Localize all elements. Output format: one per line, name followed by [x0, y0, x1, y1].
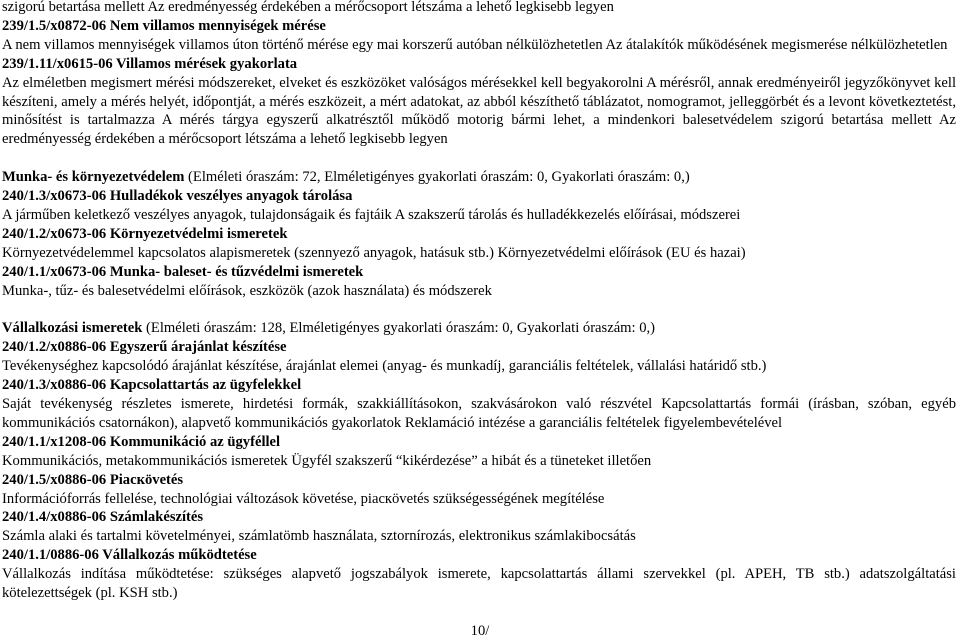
subject-hours-env: (Elméleti óraszám: 72, Elméletigényes gyakorlati óraszám: 0, Gyakorlati óraszám: 0,)	[188, 169, 690, 186]
module-heading: 240/1.4/x0886-06 Számlakészítés	[2, 509, 204, 526]
module-text: Kommunikációs, metakommunikációs ismeretek Ügyfél szakszerű “kikérdezése” a hibát és a tüneteket illetően	[2, 452, 652, 469]
module-heading: 240/1.2/x0673-06 Környezetvédelmi ismeretek	[2, 225, 288, 242]
page-number: 10/	[470, 623, 490, 639]
module-text: Saját tevékenység részletes ismerete, hirdetési formák, szakkiállításokon, szakvásárokon való részvétel Kapcsolattartás formái (írásban, szóban, egyéb kommunikációs csatornákon), alapvető kommunikációs gyakorlatok Reklamáció intézése a garanciális feltételek figyelembevételével	[2, 396, 956, 431]
module-text: Tevékenységhez kapcsolódó árajánlat készítése, árajánlat elemei (anyag- és munkadíj, garanciális feltételek, vállalási határidő stb.)	[2, 358, 767, 375]
module-heading: 240/1.3/x0886-06 Kapcsolattartás az ügyfelekkel	[2, 377, 302, 394]
module-heading: 240/1.1/x1208-06 Kommunikáció az ügyféllel	[2, 433, 281, 450]
document-page	[2, 0, 956, 603]
module-heading: 240/1.1/0886-06 Vállalkozás működtetése	[2, 547, 257, 564]
module-text-nonelectric: A nem villamos mennyiségek villamos úton történő mérése egy mai korszerű autóban nélkülözhetetlen Az átalakítók működésének megismerése nélkülözhetetlen	[2, 36, 948, 53]
subject-header-business	[2, 319, 956, 338]
module-heading-practice: 239/1.11/x0615-06 Villamos mérések gyakorlata	[2, 55, 298, 72]
module-text-practice: Az elméletben megismert mérési módszereket, elveket és eszközöket valóságos mérésekkel kell begyakorolni A mérésről, annak eredményeiről jegyzőkönyvet kell készíteni, amely a mérés helyét, időpontját, a mérés eszközeit, a mért adatokat, az abból készíthető táblázatot, nomogramot, jelleggörbét és a levont következtetést, minősítést is tartalmazza A mérés tárgya egyszerű alkatrésztől működő motorig bármi lehet, a mindenkori balesetvédelem szigorú betartása mellett Az eredményesség érdekében a mérőcsoport létszáma a lehető legkisebb legyen	[2, 74, 956, 148]
module-text: A járműben keletkező veszélyes anyagok, tulajdonságaik és fajtáik A szakszerű tárolás és hulladékkezelés előírásai, módszerei	[2, 206, 741, 223]
module-heading-nonelectric: 239/1.5/x0872-06 Nem villamos mennyiségek mérése	[2, 17, 326, 34]
module-heading: 240/1.2/x0886-06 Egyszerű árajánlat készítése	[2, 339, 287, 356]
subject-title-business: Vállalkozási ismeretek	[2, 320, 143, 337]
module-text: Információforrás fellelése, technológiai változások követése, piacкövetés szükségességének megítélése	[2, 490, 605, 507]
module-text: Munka-, tűz- és balesetvédelmi előírások, eszközök (azok használata) és módszerek	[2, 282, 492, 299]
module-text: Számla alaki és tartalmi követelményei, számlatömb használata, sztornírozás, elektronikus számlakibocsátás	[2, 528, 636, 545]
module-heading: 240/1.1/x0673-06 Munka- baleset- és tűzvédelmi ismeretek	[2, 263, 364, 280]
subject-header-env	[2, 168, 956, 187]
module-heading: 240/1.3/x0673-06 Hulladékok veszélyes anyagok tárolása	[2, 188, 353, 205]
module-text: Környezetvédelemmel kapcsolatos alapismeretek (szennyező anyagok, hatásuk stb.) Környezetvédelmi előírások (EU és hazai)	[2, 244, 746, 261]
subject-hours-business: (Elméleti óraszám: 128, Elméletigényes gyakorlati óraszám: 0, Gyakorlati óraszám: 0,)	[146, 320, 656, 337]
module-heading: 240/1.5/x0886-06 Piacкövetés	[2, 471, 184, 488]
spacer	[2, 300, 956, 319]
spacer	[2, 149, 956, 168]
intro-line: szigorú betartása mellett Az eredményesség érdekében a mérőcsoport létszáma a lehető legkisebb legyen	[2, 0, 614, 15]
module-text: Vállalkozás indítása működtetése: szükséges alapvető jogszabályok ismerete, kapcsolattartás állami szervekkel (pl. APEH, TB stb.) adatszolgáltatási kötelezettségek (pl. KSH stb.)	[2, 566, 956, 602]
subject-title-env: Munka- és környezetvédelem	[2, 169, 185, 186]
